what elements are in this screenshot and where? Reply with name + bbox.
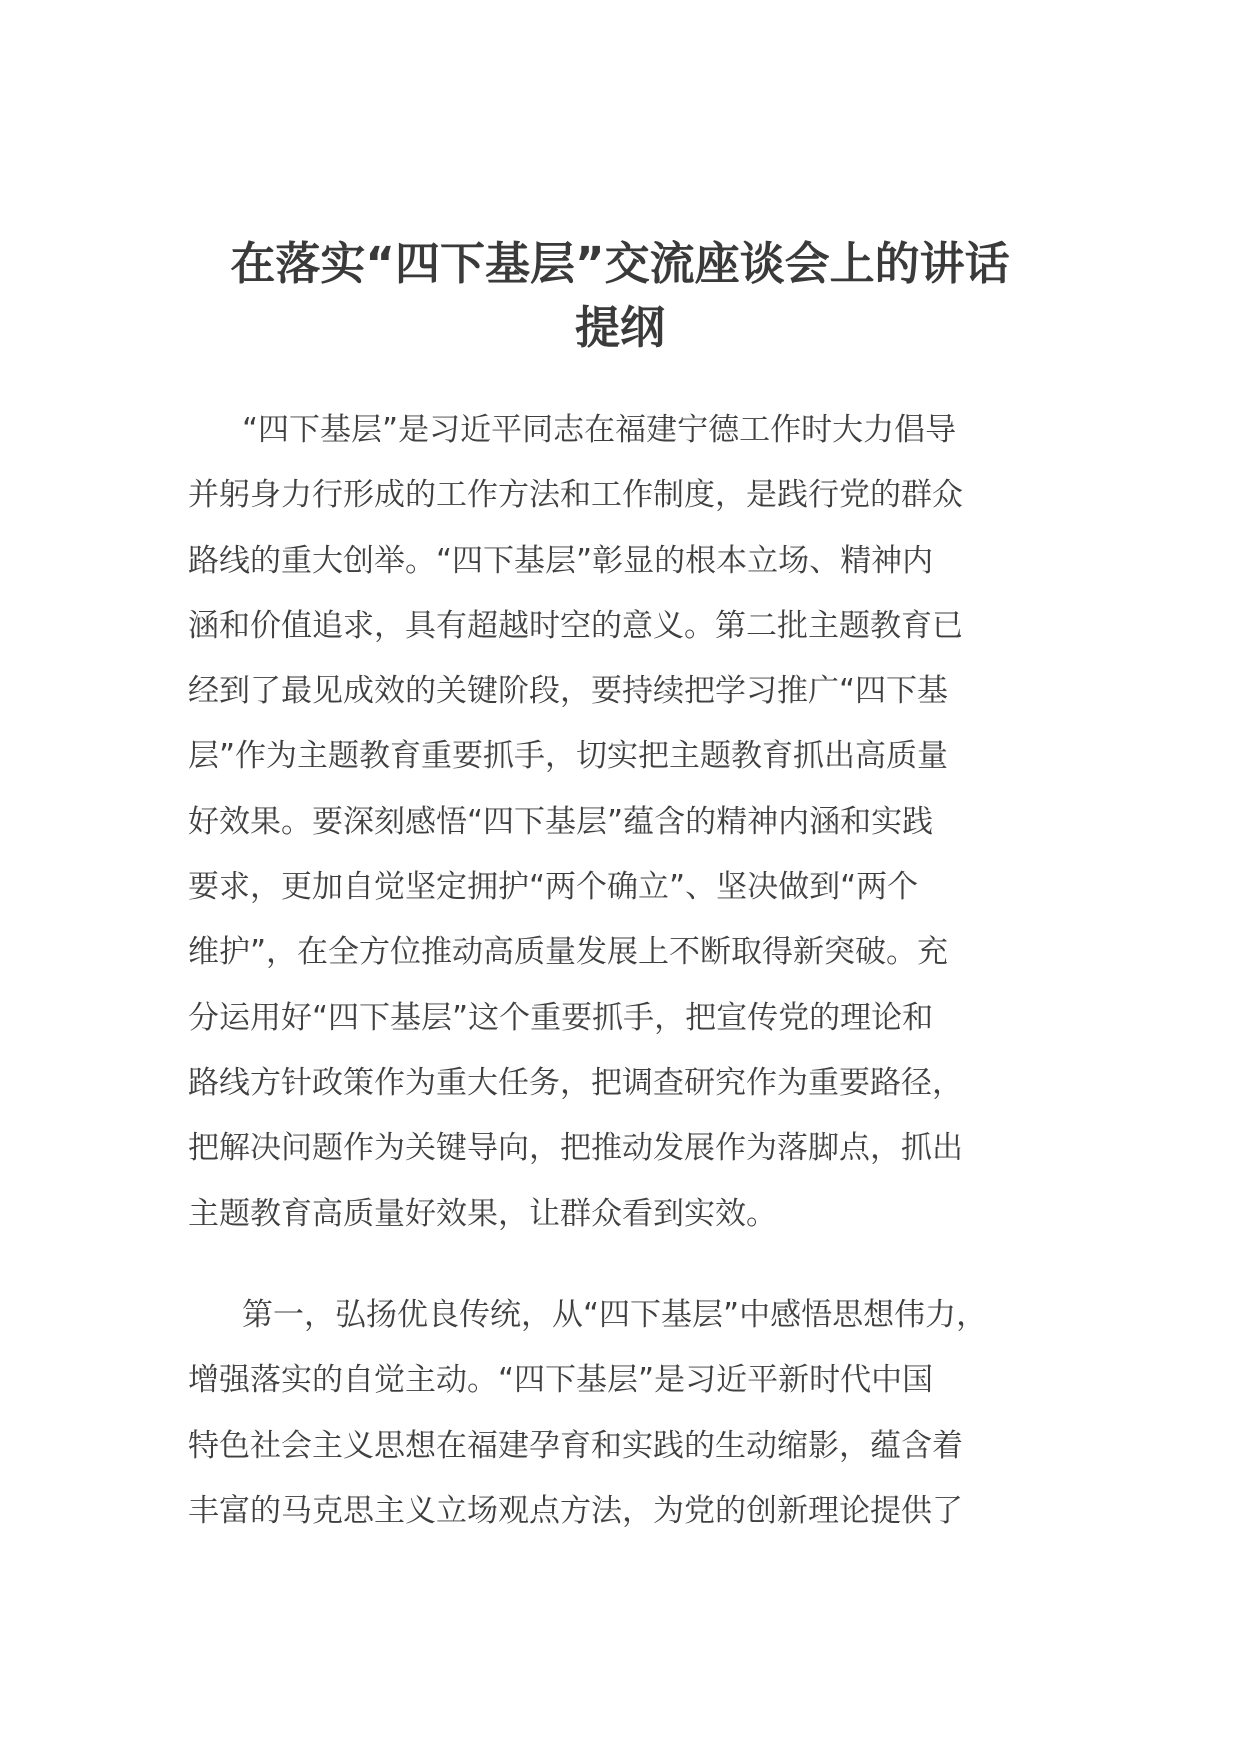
text-line: 丰富的马克思主义立场观点方法，为党的创新理论提供了: [188, 1492, 963, 1529]
text-line: 好效果。要深刻感悟“四下基层”蕴含的精神内涵和实践: [188, 803, 934, 840]
text-line: 涵和价值追求，具有超越时空的意义。第二批主题教育已: [188, 607, 963, 644]
text-line: 经到了最见成效的关键阶段，要持续把学习推广“四下基: [188, 673, 949, 710]
text-line: 层”作为主题教育重要抓手，切实把主题教育抓出高质量: [188, 738, 949, 775]
title-line-2: 提纲: [574, 301, 665, 354]
text-line: 要求，更加自觉坚定拥护“两个确立”、坚决做到“两个: [188, 869, 919, 906]
text-line: 分运用好“四下基层”这个重要抓手，把宣传党的理论和: [188, 999, 934, 1036]
text-line: 增强落实的自觉主动。“四下基层”是习近平新时代中国: [188, 1362, 934, 1399]
text-line: 特色社会主义思想在福建孕育和实践的生动缩影，蕴含着: [188, 1427, 963, 1464]
document-title: [188, 232, 1052, 360]
title-line-1: 在落实“四下基层”交流座谈会上的讲话: [230, 237, 1010, 290]
paragraph-first-point: [188, 1283, 1068, 1544]
text-line: 把解决问题作为关键导向，把推动发展作为落脚点，抓出: [188, 1130, 963, 1167]
paragraph-intro: [188, 398, 1068, 1247]
text-line: “四下基层”是习近平同志在福建宁德工作时大力倡导: [242, 412, 957, 448]
text-line: 路线的重大创举。“四下基层”彰显的根本立场、精神内: [188, 542, 934, 579]
text-line: 维护”，在全方位推动高质量发展上不断取得新突破。充: [188, 934, 949, 971]
text-line: 主题教育高质量好效果，让群众看到实效。: [188, 1195, 777, 1232]
text-line: 并躬身力行形成的工作方法和工作制度，是践行党的群众: [188, 477, 963, 514]
text-line: 路线方针政策作为重大任务，把调查研究作为重要路径，: [188, 1064, 963, 1101]
text-line: 第一，弘扬优良传统，从“四下基层”中感悟思想伟力，: [242, 1297, 988, 1333]
